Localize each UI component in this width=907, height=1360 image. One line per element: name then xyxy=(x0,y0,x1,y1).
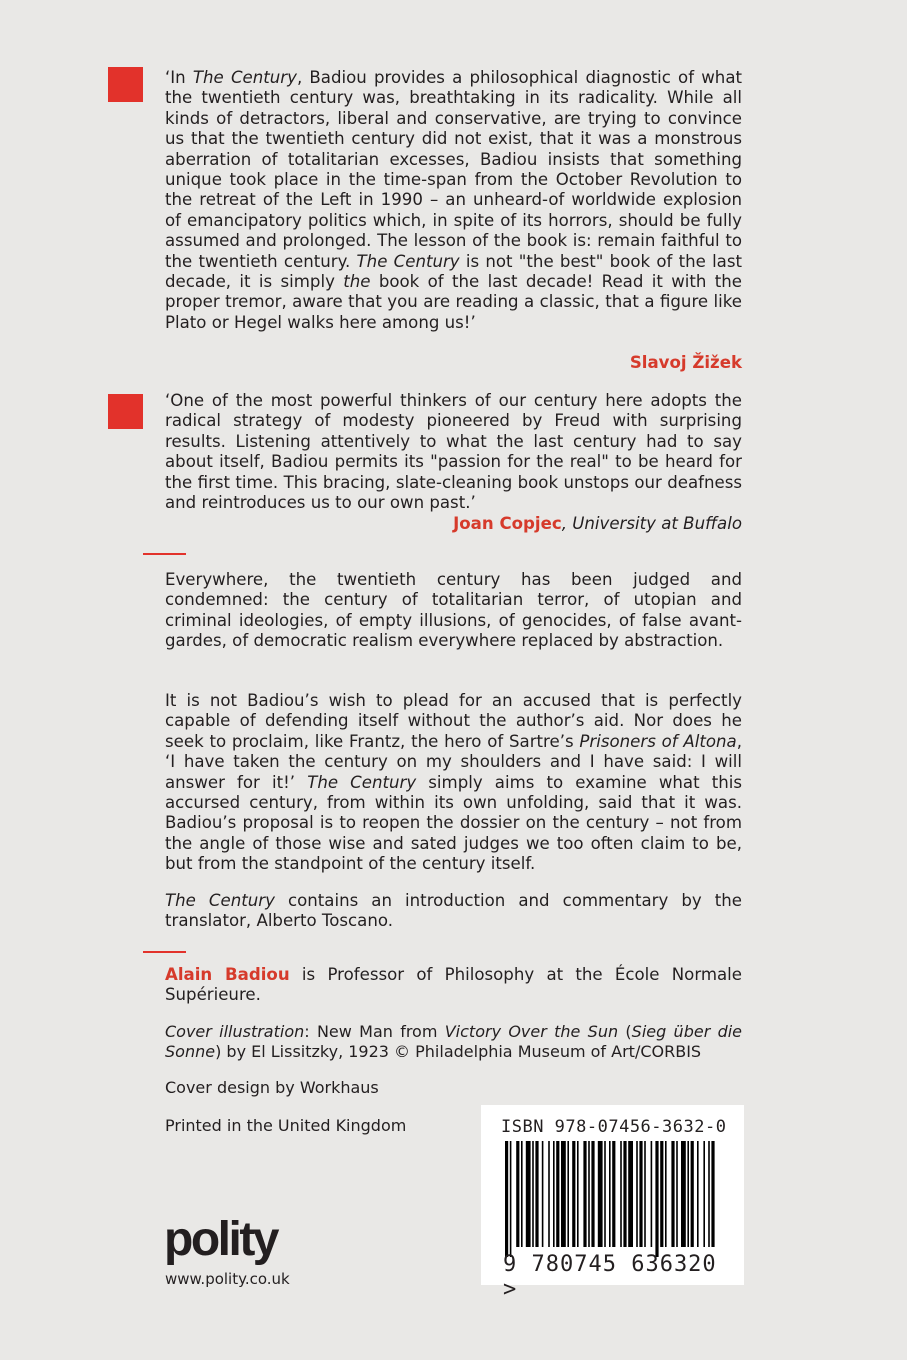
isbn-label: ISBN 978-07456-3632-0 xyxy=(501,1117,727,1137)
barcode-bar xyxy=(651,1141,653,1247)
barcode-bar xyxy=(556,1141,559,1247)
barcode-bar xyxy=(516,1141,519,1247)
barcode-bar xyxy=(521,1141,523,1247)
polity-logo: polity xyxy=(164,1213,277,1266)
blurb-paragraph-3: The Century contains an introduction and commentary by the translator, Alberto Toscano. xyxy=(165,891,742,931)
barcode-bar xyxy=(687,1141,689,1247)
review-zizek: ‘In The Century, Badiou provides a philosophical diagnostic of what the twentieth century was, breathtaking in its radicality. While all kinds of detractors, liberal and conservative, are trying to convince us that the twentieth century did not exist, that it was a monstrous aberration of totalitarian excesses, Badiou insists that something unique took place in the time-span from the October Revolution to the retreat of the Left in 1990 – an unheard-of worldwide explosion of emancipatory politics which, in spite of its horrors, should be fully assumed and prolonged. The lesson of the book is: remain faithful to the twentieth century. The Century is not "the best" book of the last decade, it is simply the book of the last decade! Read it with the proper tremor, aware that you are reading a classic, that a figure like Plato or Hegel walks here among us!’ xyxy=(165,68,743,332)
review-copjec: ‘One of the most powerful thinkers of our century here adopts the radical strategy of modesty pioneered by Freud with surprising results. Listening attentively to what the last century had to say about itself, Badiou permits its "passion for the real" to be heard for the first time. This bracing, slate-cleaning book unstops our deafness and reintroduces us to our own past.’ xyxy=(165,391,742,513)
barcode-bar xyxy=(535,1141,538,1247)
barcode-bar xyxy=(665,1141,667,1247)
barcode-bar xyxy=(553,1141,555,1247)
barcode-bar xyxy=(598,1141,603,1247)
barcode-bar xyxy=(561,1141,566,1247)
barcode-bar xyxy=(577,1141,579,1247)
barcode-bar xyxy=(697,1141,699,1247)
barcode-bar xyxy=(691,1141,694,1247)
barcode-bar xyxy=(676,1141,678,1247)
barcode-bar xyxy=(567,1141,569,1247)
barcode-bar xyxy=(609,1141,611,1247)
barcode-bar xyxy=(660,1141,663,1247)
printed-in: Printed in the United Kingdom xyxy=(165,1116,407,1135)
barcode-bar xyxy=(708,1141,710,1247)
barcode-bar xyxy=(526,1141,531,1247)
red-square-bullet xyxy=(108,394,143,429)
barcode-bar xyxy=(572,1141,575,1247)
barcode-bar xyxy=(542,1141,544,1247)
barcode-bar xyxy=(639,1141,642,1247)
barcode-graphic xyxy=(501,1141,721,1257)
publisher-url: www.polity.co.uk xyxy=(165,1270,290,1288)
barcode-bar xyxy=(671,1141,674,1247)
barcode-bar xyxy=(711,1141,714,1247)
review-author-zizek: Slavoj Žižek xyxy=(629,353,742,372)
barcode-bar xyxy=(655,1141,658,1257)
isbn-barcode-panel xyxy=(481,1105,744,1302)
barcode-bar xyxy=(505,1141,508,1257)
barcode-bar xyxy=(620,1141,622,1247)
barcode-bar xyxy=(510,1141,512,1257)
blurb-paragraph-1: Everywhere, the twentieth century has been judged and condemned: the century of totalitarian terror, of utopian and criminal ideologies, of empty illusions, of genocides, of false avant-gardes, of democratic realism everywhere replaced by abstraction. xyxy=(165,570,742,651)
barcode-bar xyxy=(636,1141,638,1247)
red-divider xyxy=(143,553,186,555)
barcode-bar xyxy=(588,1141,590,1247)
review-author-copjec: Joan Copjec, University at Buffalo xyxy=(453,514,742,533)
barcode-bar xyxy=(628,1141,633,1247)
barcode-bar xyxy=(623,1141,626,1247)
barcode-bar xyxy=(583,1141,586,1247)
barcode-digits: 9 780745 636320 > xyxy=(503,1252,717,1302)
barcode-bar xyxy=(532,1141,534,1247)
barcode-bar xyxy=(703,1141,705,1247)
red-square-bullet xyxy=(108,67,143,102)
barcode-bar xyxy=(604,1141,606,1247)
cover-design-credit: Cover design by Workhaus xyxy=(165,1078,379,1097)
barcode-bar xyxy=(681,1141,686,1247)
red-divider xyxy=(143,951,186,953)
barcode-bar xyxy=(644,1141,646,1247)
cover-illustration-credit: Cover illustration: New Man from Victory Over the Sun (Sieg über die Sonne) by El Lissitzky, 1923 © Philadelphia Museum of Art/CORBIS xyxy=(165,1022,743,1062)
barcode-bar xyxy=(591,1141,594,1247)
barcode-bar xyxy=(612,1141,615,1247)
blurb-paragraph-2: It is not Badiou’s wish to plead for an accused that is perfectly capable of defending itself without the author’s aid. Nor does he seek to proclaim, like Frantz, the hero of Sartre’s Prisoners of Altona, ‘I have taken the century on my shoulders and I have said: I will answer for it!’ The Century simply aims to examine what this accursed century, from within its own unfolding, said that it was. Badiou’s proposal is to reopen the dossier on the century – not from the angle of those wise and sated judges we too often claim to be, but from the standpoint of the century itself. xyxy=(165,691,742,874)
barcode-bar xyxy=(548,1141,550,1247)
author-bio: Alain Badiou is Professor of Philosophy at the École Normale Supérieure. xyxy=(165,965,742,1005)
